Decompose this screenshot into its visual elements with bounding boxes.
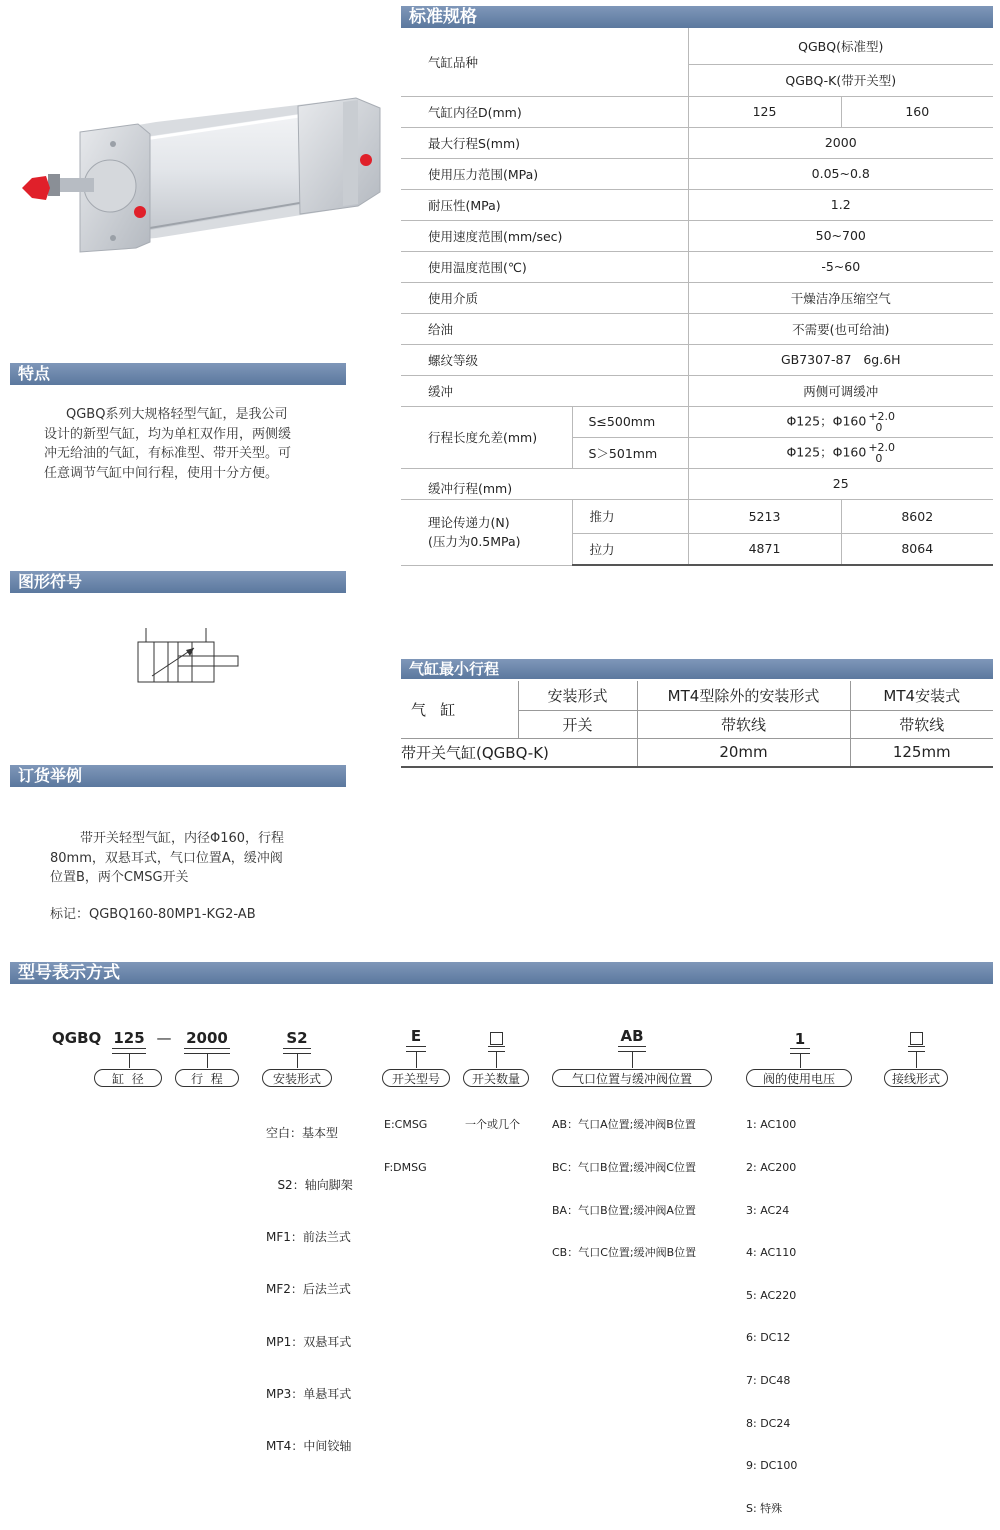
- spec-row-value: 1.2: [688, 189, 993, 220]
- spec-row-label: 缓冲: [401, 375, 688, 406]
- features-title: 特点: [18, 364, 51, 383]
- cylinder-product-image: [18, 92, 388, 262]
- model-wire-box: [910, 1032, 923, 1045]
- port-option: BC：气口B位置;缓冲阀C位置: [552, 1161, 696, 1175]
- spec-tol-cond: S≤500mm: [572, 406, 688, 437]
- spec-tol-lower: 0: [875, 420, 883, 434]
- spec-tol-upper: +2.0: [868, 440, 896, 454]
- model-qty-pill: 开关数量: [463, 1069, 529, 1087]
- volt-option: S: 特殊: [746, 1501, 783, 1515]
- spec-tol-lower: 0: [875, 451, 883, 465]
- min-stroke-col2-sub: 带软线: [850, 710, 993, 738]
- qty-option: 一个或几个: [465, 1118, 520, 1132]
- features-line: 设计的新型气缸，均为单杠双作用，两侧缓: [44, 426, 292, 442]
- model-prefix: QGBQ: [52, 1029, 102, 1047]
- mount-option: MT4：中间铰轴: [266, 1439, 352, 1454]
- spec-push-160: 8602: [841, 499, 993, 533]
- mount-option: MF2：后法兰式: [266, 1282, 351, 1297]
- mount-option: MP3：单悬耳式: [266, 1386, 352, 1401]
- features-text: [44, 405, 344, 483]
- spec-row-label: 使用速度范围(mm/sec): [401, 220, 688, 251]
- order-mark: 标记：QGBQ160-80MP1-KG2-AB: [50, 907, 256, 922]
- spec-bore-label: 气缸内径D(mm): [401, 96, 688, 127]
- model-volt-options: [746, 1090, 797, 1530]
- spec-force-label-line: 理论传递力(N): [428, 515, 510, 530]
- model-mount-stem: [297, 1054, 298, 1068]
- volt-option: 4: AC110: [746, 1246, 797, 1260]
- spec-tol-upper: +2.0: [868, 409, 896, 423]
- min-stroke-mount-label: 安装形式: [518, 681, 637, 710]
- features-header: [10, 363, 346, 385]
- spec-bore-160: 160: [841, 96, 993, 127]
- spec-row-value: 两侧可调缓冲: [688, 375, 993, 406]
- spec-tol-bores: Φ125；Φ160: [786, 413, 867, 428]
- spec-header: [401, 6, 993, 28]
- port-option: CB：气口C位置;缓冲阀B位置: [552, 1246, 697, 1260]
- spec-force-label: [401, 499, 572, 565]
- min-stroke-row-val1: 20mm: [637, 738, 850, 767]
- symbol-title: 图形符号: [18, 572, 83, 591]
- mount-option: S2：轴向脚架: [266, 1178, 353, 1193]
- features-line: 冲无给油的气缸，有标准型、带开关型。可: [44, 446, 292, 461]
- model-switch-code: E: [410, 1027, 422, 1045]
- model-switch-pill: 开关型号: [382, 1069, 450, 1087]
- spec-row-value: GB7307-87 6g.6H: [688, 344, 993, 375]
- min-stroke-table: [401, 681, 993, 768]
- symbol-header: [10, 571, 346, 593]
- order-text: [50, 829, 340, 888]
- pneumatic-symbol-diagram: [132, 626, 244, 688]
- mount-option: MF1：前法兰式: [266, 1230, 351, 1245]
- spec-tol-value: [688, 406, 993, 437]
- spec-row-label: 最大行程S(mm): [401, 127, 688, 158]
- model-header: [10, 962, 993, 984]
- model-stroke-pill: 行 程: [175, 1069, 239, 1087]
- spec-row-value: 50~700: [688, 220, 993, 251]
- model-dash: —: [156, 1029, 172, 1047]
- switch-option: F:DMSG: [384, 1161, 427, 1175]
- spec-push-125: 5213: [688, 499, 841, 533]
- volt-option: 7: DC48: [746, 1374, 791, 1388]
- order-header: [10, 765, 346, 787]
- spec-tol-range: [868, 411, 895, 433]
- volt-option: 9: DC100: [746, 1459, 798, 1473]
- volt-option: 2: AC200: [746, 1161, 797, 1175]
- model-volt-pill: 阀的使用电压: [746, 1069, 852, 1087]
- spec-row-value: -5~60: [688, 251, 993, 282]
- spec-variety-std: QGBQ(标准型): [688, 28, 993, 64]
- spec-row-value: 干燥洁净压缩空气: [688, 282, 993, 313]
- min-stroke-row-label: 带开关气缸(QGBQ-K): [401, 738, 637, 767]
- model-switch-options: [384, 1090, 427, 1189]
- volt-option: 5: AC220: [746, 1288, 797, 1302]
- model-qty-options: [465, 1090, 520, 1147]
- spec-row-label: 使用介质: [401, 282, 688, 313]
- spec-tol-value: [688, 437, 993, 468]
- model-mount-options: [266, 1090, 353, 1473]
- spec-row-label: 使用压力范围(MPa): [401, 158, 688, 189]
- model-wire-stem: [916, 1052, 917, 1068]
- spec-tol-range: [868, 442, 895, 464]
- mount-option: MP1：双悬耳式: [266, 1334, 352, 1349]
- spec-row-label: 螺纹等级: [401, 344, 688, 375]
- spec-force-label-line: (压力为0.5MPa): [428, 534, 521, 549]
- order-line: 位置B，两个CMSG开关: [50, 870, 189, 885]
- model-qty-box: [490, 1032, 503, 1045]
- model-stroke-stem: [207, 1054, 208, 1068]
- port-option: AB：气口A位置;缓冲阀B位置: [552, 1118, 696, 1132]
- spec-cushion-label: 缓冲行程(mm): [401, 468, 688, 499]
- spec-variety-switch: QGBQ-K(带开关型): [688, 64, 993, 96]
- spec-row-label: 给油: [401, 313, 688, 344]
- spec-pull-125: 4871: [688, 533, 841, 565]
- volt-option: 6: DC12: [746, 1331, 791, 1345]
- mount-option: 空白：基本型: [266, 1125, 339, 1140]
- min-stroke-row-val2: 125mm: [850, 738, 993, 767]
- min-stroke-col1-sub: 带软线: [637, 710, 850, 738]
- volt-option: 3: AC24: [746, 1203, 790, 1217]
- model-bore-pill: 缸 径: [94, 1069, 162, 1087]
- model-port-options: [552, 1090, 696, 1275]
- spec-table: [401, 28, 993, 566]
- spec-row-value: 2000: [688, 127, 993, 158]
- spec-tol-bores: Φ125；Φ160: [786, 444, 867, 459]
- spec-bore-125: 125: [688, 96, 841, 127]
- min-stroke-header: [401, 659, 993, 679]
- model-volt-stem: [800, 1054, 801, 1068]
- spec-variety-label: 气缸品种: [401, 28, 688, 96]
- model-mount-code: S2: [286, 1029, 308, 1047]
- model-mount-pill: 安装形式: [262, 1069, 332, 1087]
- spec-tol-cond: S＞501mm: [572, 437, 688, 468]
- switch-option: E:CMSG: [384, 1118, 428, 1132]
- spec-cushion-value: 25: [688, 468, 993, 499]
- model-bore-stem: [129, 1054, 130, 1068]
- order-title: 订货举例: [18, 766, 83, 785]
- spec-row-value: 0.05~0.8: [688, 158, 993, 189]
- spec-row-label: 使用温度范围(℃): [401, 251, 688, 282]
- spec-title: 标准规格: [409, 7, 477, 27]
- min-stroke-title: 气缸最小行程: [409, 660, 500, 678]
- spec-pull-label: 拉力: [572, 533, 688, 565]
- volt-option: 8: DC24: [746, 1416, 791, 1430]
- spec-row-label: 耐压性(MPa): [401, 189, 688, 220]
- features-line: 任意调节气缸中间行程，使用十分方便。: [44, 465, 279, 481]
- spec-row-value: 不需要(也可给油): [688, 313, 993, 344]
- model-wire-pill: 接线形式: [884, 1069, 948, 1087]
- order-line: 带开关轻型气缸，内径Φ160，行程: [80, 831, 285, 846]
- spec-push-label: 推力: [572, 499, 688, 533]
- model-bore-code: 125: [113, 1029, 145, 1047]
- model-volt-code: 1: [794, 1030, 806, 1048]
- min-stroke-col1-head: MT4型除外的安装形式: [637, 681, 850, 710]
- min-stroke-cyl-label: 气 缸: [401, 681, 518, 738]
- model-stroke-code: 2000: [186, 1029, 228, 1047]
- min-stroke-col2-head: MT4安装式: [850, 681, 993, 710]
- model-qty-stem: [496, 1052, 497, 1068]
- model-title: 型号表示方式: [18, 963, 120, 983]
- model-port-stem: [632, 1052, 633, 1068]
- order-line: 80mm，双悬耳式，气口位置A，缓冲阀: [50, 850, 283, 866]
- spec-tol-label: 行程长度允差(mm): [401, 406, 572, 468]
- model-switch-stem: [416, 1052, 417, 1068]
- model-port-code: AB: [620, 1027, 644, 1045]
- model-port-pill: 气口位置与缓冲阀位置: [552, 1069, 712, 1087]
- features-line: QGBQ系列大规格轻型气缸，是我公司: [66, 407, 288, 422]
- port-option: BA：气口B位置;缓冲阀A位置: [552, 1203, 696, 1217]
- volt-option: 1: AC100: [746, 1118, 797, 1132]
- spec-pull-160: 8064: [841, 533, 993, 565]
- min-stroke-switch-label: 开关: [518, 710, 637, 738]
